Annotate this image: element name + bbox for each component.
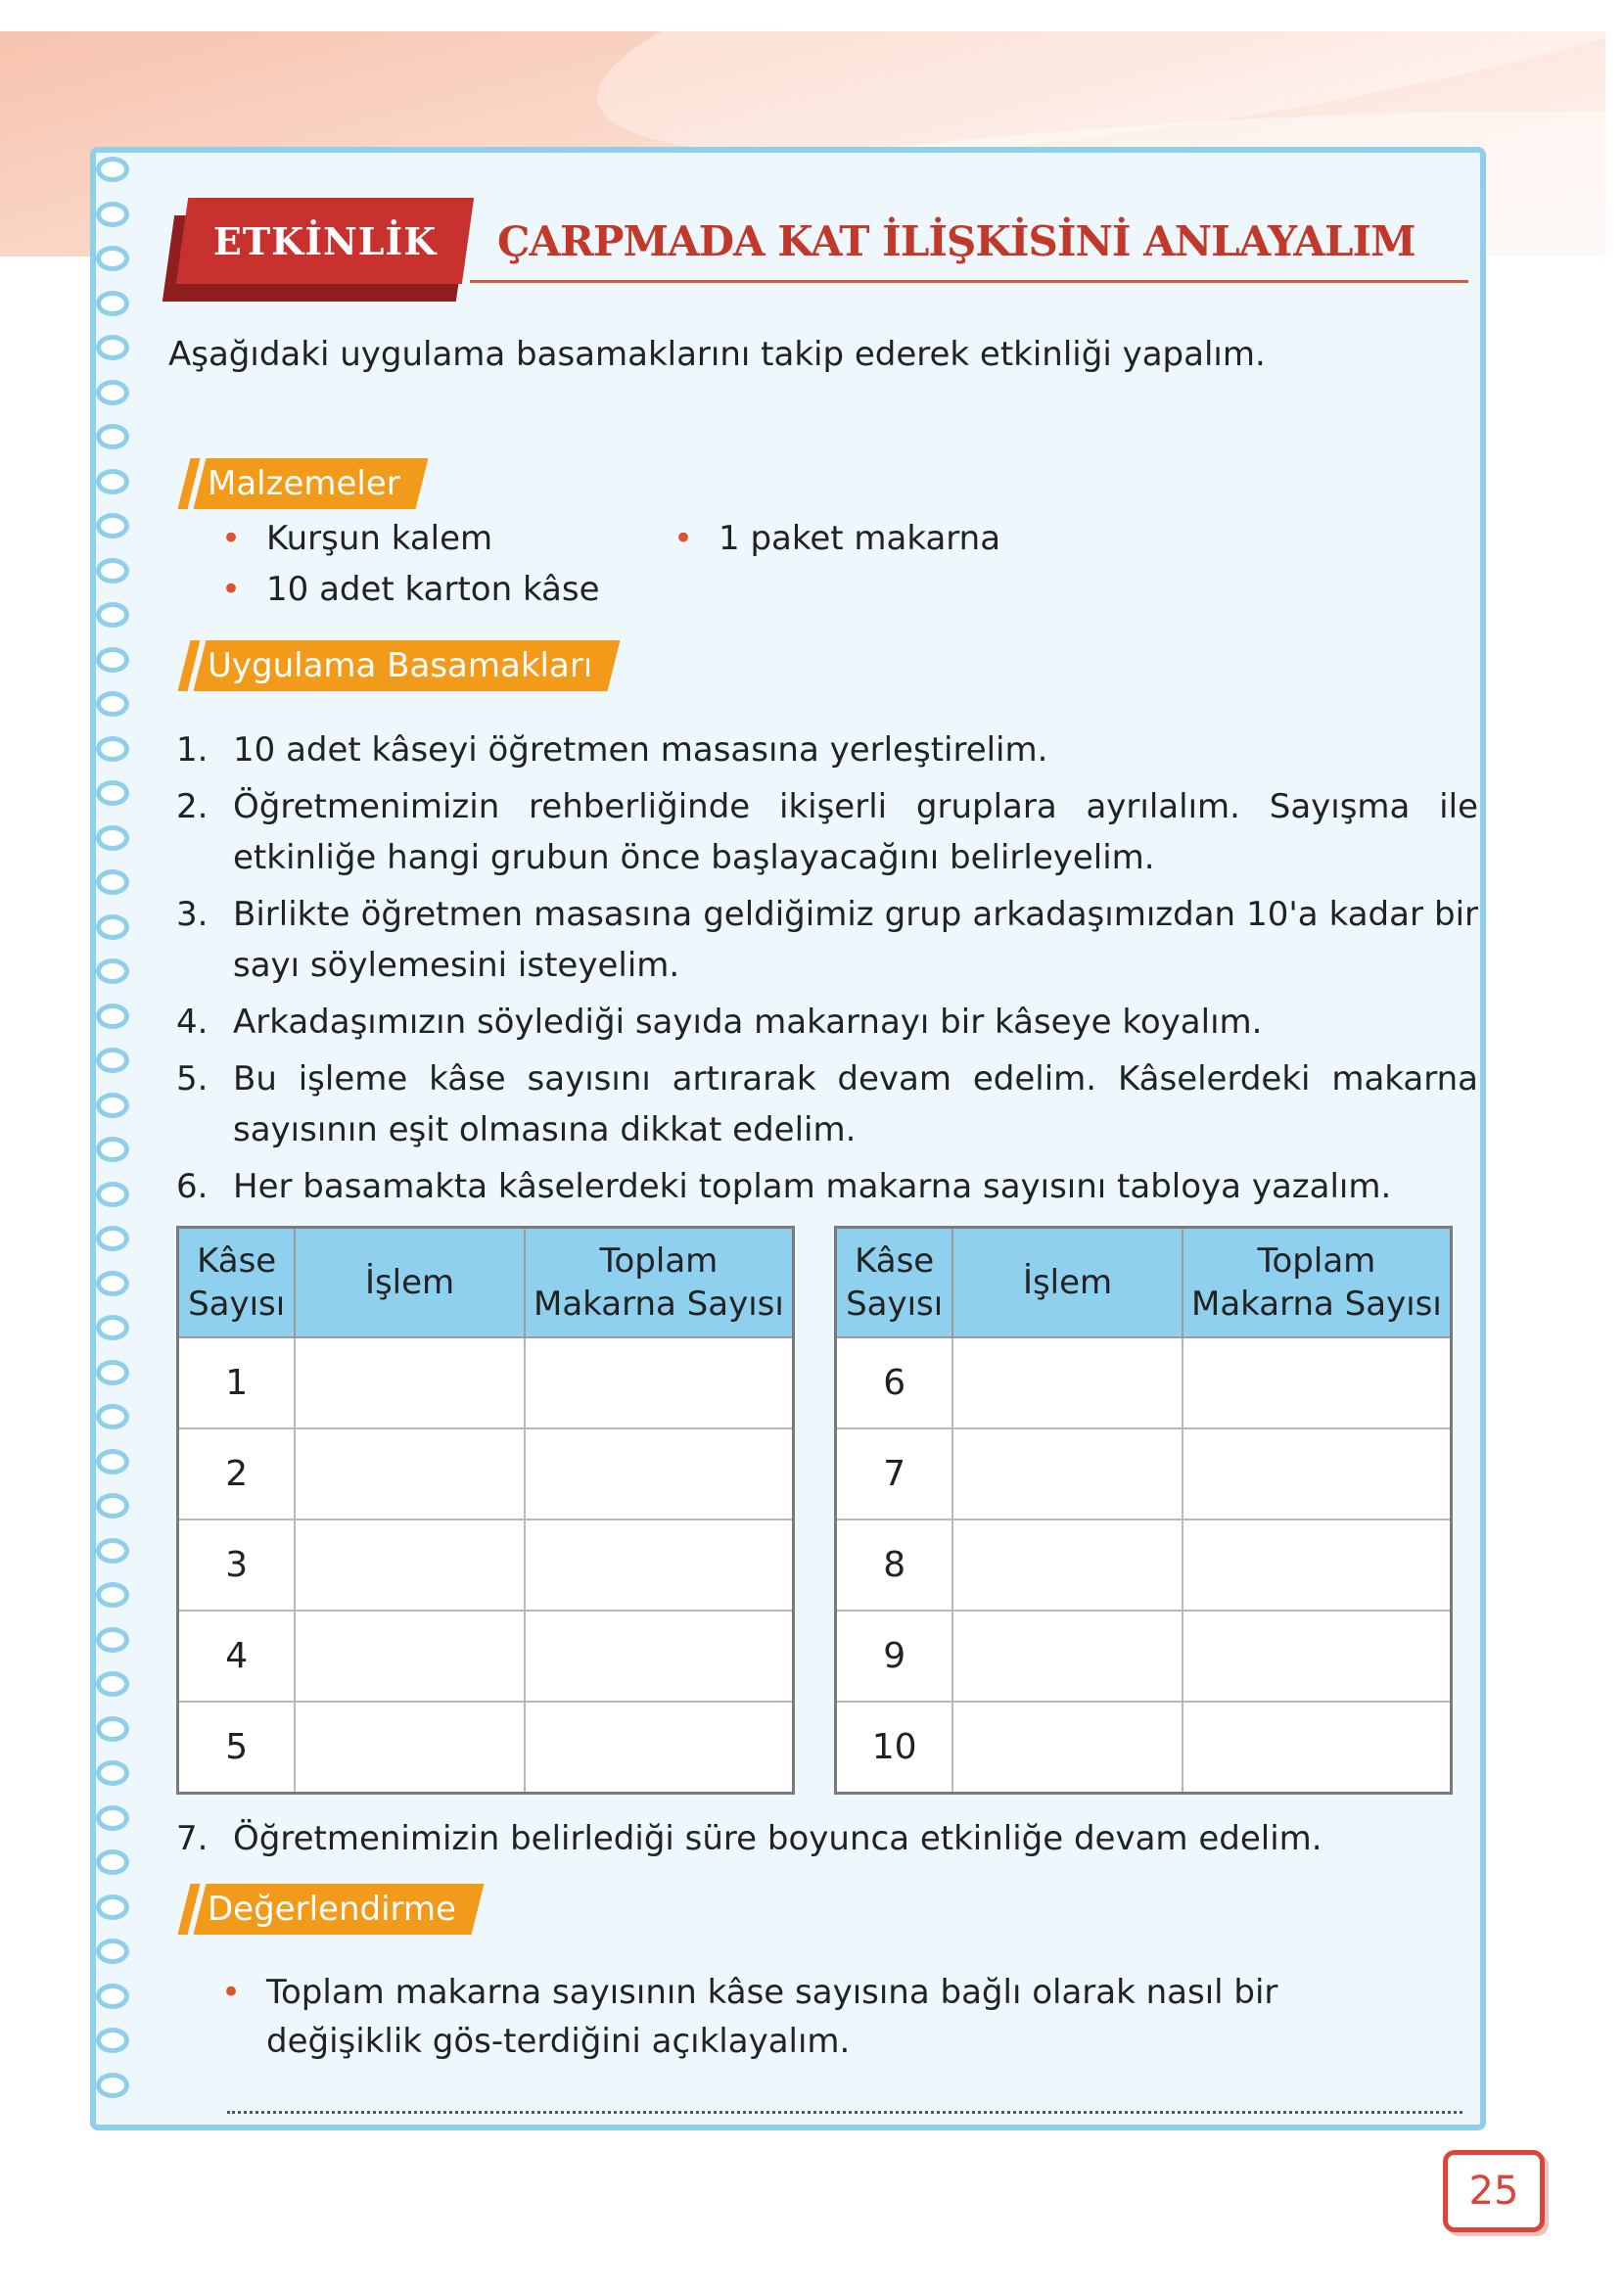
operation-cell[interactable] (952, 1702, 1183, 1794)
total-cell[interactable] (525, 1337, 794, 1428)
step-number: 3. (176, 895, 209, 934)
spiral-ring (96, 157, 129, 182)
bowl-count-cell: 8 (836, 1520, 953, 1611)
bowl-count-cell: 9 (836, 1611, 953, 1702)
spiral-ring (96, 1315, 129, 1340)
table-row (836, 1702, 1452, 1794)
bowl-count-cell: 5 (178, 1702, 296, 1794)
step-number: 5. (176, 1059, 209, 1099)
spiral-ring (96, 1271, 129, 1296)
operation-cell[interactable] (952, 1520, 1183, 1611)
spiral-ring (96, 869, 129, 895)
spiral-ring (96, 469, 129, 494)
spiral-ring (96, 1449, 129, 1474)
list-item (221, 519, 493, 558)
spiral-ring (96, 2028, 129, 2053)
total-cell[interactable] (525, 1520, 794, 1611)
step-item (176, 889, 1478, 991)
header-operation: İşlem (952, 1228, 1183, 1337)
spiral-ring (96, 1805, 129, 1831)
total-cell[interactable] (1183, 1428, 1452, 1520)
table-row (836, 1520, 1452, 1611)
total-cell[interactable] (1183, 1520, 1452, 1611)
spiral-ring (96, 1048, 129, 1073)
list-item (673, 519, 1001, 558)
total-cell[interactable] (525, 1428, 794, 1520)
spiral-ring (96, 246, 129, 271)
step-text: Bu işleme kâse sayısını artırarak devam edelim. Kâselerdeki makarna sayısının eşit olmasına dikkat edelim. (233, 1059, 1478, 1149)
spiral-ring (96, 691, 129, 717)
header-bowl-count: Kâse Sayısı (178, 1228, 296, 1337)
spiral-ring (96, 647, 129, 673)
step-number: 2. (176, 787, 209, 826)
spiral-ring (96, 1226, 129, 1251)
tag-body (194, 1884, 485, 1935)
total-cell[interactable] (1183, 1337, 1452, 1428)
spiral-ring (96, 602, 129, 628)
bullet-icon: • (221, 570, 242, 609)
spiral-ring (96, 825, 129, 851)
bullet-icon: • (221, 519, 242, 558)
table-row (836, 1337, 1452, 1428)
spiral-ring (96, 1493, 129, 1519)
header-bowl-count: Kâse Sayısı (836, 1228, 953, 1337)
operation-cell[interactable] (952, 1428, 1183, 1520)
list-item-text: Kurşun kalem (266, 519, 493, 558)
total-cell[interactable] (525, 1702, 794, 1794)
page-title: ÇARPMADA KAT İLİŞKİSİNİ ANLAYALIM (497, 217, 1415, 265)
spiral-ring (96, 1671, 129, 1697)
spiral-ring (96, 1538, 129, 1564)
spiral-ring (96, 1360, 129, 1385)
step-item (176, 1053, 1478, 1155)
spiral-ring (96, 513, 129, 538)
results-table-right (834, 1226, 1453, 1795)
table-row (178, 1520, 794, 1611)
page-number: 25 (1443, 2150, 1545, 2232)
spiral-ring (96, 1404, 129, 1429)
step-item (176, 1813, 1478, 1864)
step-item (176, 997, 1478, 1048)
step-item (176, 725, 1478, 775)
tag-body (194, 640, 621, 691)
spiral-ring (96, 958, 129, 984)
table-row (178, 1428, 794, 1520)
list-item-text: 10 adet karton kâse (266, 570, 600, 609)
table-row (178, 1611, 794, 1702)
spiral-ring (96, 1582, 129, 1608)
evaluation-item (221, 1968, 1421, 2066)
operation-cell[interactable] (295, 1520, 525, 1611)
operation-cell[interactable] (952, 1337, 1183, 1428)
bowl-count-cell: 4 (178, 1611, 296, 1702)
intro-text: Aşağıdaki uygulama basamaklarını takip ederek etkinliği yapalım. (168, 335, 1266, 374)
table-header-row (836, 1228, 1452, 1337)
total-cell[interactable] (1183, 1702, 1452, 1794)
badge-label: ETKİNLİK (212, 218, 438, 263)
operation-cell[interactable] (295, 1337, 525, 1428)
bowl-count-cell: 6 (836, 1337, 953, 1428)
activity-badge (168, 188, 482, 313)
steps-label: Uygulama Basamakları (208, 646, 593, 685)
bowl-count-cell: 3 (178, 1520, 296, 1611)
tag-body (194, 458, 429, 509)
step-item (176, 781, 1478, 883)
step-text: Arkadaşımızın söylediği sayıda makarnayı bir kâseye koyalım. (233, 1003, 1263, 1042)
operation-cell[interactable] (295, 1702, 525, 1794)
step-text: Öğretmenimizin rehberliğinde ikişerli gruplara ayrılalım. Sayışma ile etkinliğe hangi grubun önce başlayacağını belirleyelim. (233, 787, 1478, 877)
step-text: 10 adet kâseyi öğretmen masasına yerleştirelim. (233, 730, 1048, 770)
spiral-ring (96, 1627, 129, 1653)
bowl-count-cell: 7 (836, 1428, 953, 1520)
evaluation-text: Toplam makarna sayısının kâse sayısına bağlı olarak nasıl bir değişiklik gös-terdiğini açıklayalım. (266, 1973, 1278, 2061)
spiral-ring (96, 202, 129, 227)
spiral-ring (96, 1004, 129, 1029)
header-operation: İşlem (295, 1228, 525, 1337)
step-number: 1. (176, 730, 209, 770)
step-text: Öğretmenimizin belirlediği süre boyunca etkinliğe devam edelim. (233, 1819, 1322, 1858)
spiral-ring (96, 780, 129, 806)
spiral-ring (96, 380, 129, 405)
spiral-ring (96, 335, 129, 360)
list-item (221, 570, 600, 609)
bowl-count-cell: 2 (178, 1428, 296, 1520)
table-row (178, 1337, 794, 1428)
spiral-ring (96, 736, 129, 762)
list-item-text: 1 paket makarna (719, 519, 1001, 558)
total-cell[interactable] (1183, 1611, 1452, 1702)
step-number: 4. (176, 1003, 209, 1042)
spiral-ring (96, 291, 129, 316)
bullet-icon: • (221, 1973, 242, 2012)
spiral-ring (96, 1137, 129, 1162)
badge-main (176, 198, 474, 284)
bowl-count-cell: 10 (836, 1702, 953, 1794)
operation-cell[interactable] (295, 1611, 525, 1702)
step-text: Her basamakta kâselerdeki toplam makarna sayısını tabloya yazalım. (233, 1167, 1392, 1206)
header-total-pasta: Toplam Makarna Sayısı (1183, 1228, 1452, 1337)
answer-line[interactable] (227, 2111, 1462, 2114)
table-row (836, 1428, 1452, 1520)
notebook-spiral (90, 157, 149, 2125)
spiral-ring (96, 1849, 129, 1875)
step-text: Birlikte öğretmen masasına geldiğimiz grup arkadaşımızdan 10'a kadar bir sayı söylemesini isteyelim. (233, 895, 1478, 985)
table-row (836, 1611, 1452, 1702)
bullet-icon: • (673, 519, 694, 558)
results-table-left (176, 1226, 795, 1795)
step-number: 7. (176, 1819, 209, 1858)
table-row (178, 1702, 794, 1794)
spiral-ring (96, 1716, 129, 1742)
spiral-ring (96, 914, 129, 940)
evaluation-label: Değerlendirme (208, 1890, 456, 1929)
spiral-ring (96, 1182, 129, 1207)
spiral-ring (96, 424, 129, 449)
header-total-pasta: Toplam Makarna Sayısı (525, 1228, 794, 1337)
bowl-count-cell: 1 (178, 1337, 296, 1428)
spiral-ring (96, 1760, 129, 1786)
step-item (176, 1161, 1478, 1212)
operation-cell[interactable] (295, 1428, 525, 1520)
table-header-row (178, 1228, 794, 1337)
title-underline (470, 280, 1468, 283)
materials-label: Malzemeler (208, 464, 400, 503)
operation-cell[interactable] (952, 1611, 1183, 1702)
spiral-ring (96, 2073, 129, 2098)
spiral-ring (96, 558, 129, 584)
spiral-ring (96, 1984, 129, 2009)
total-cell[interactable] (525, 1611, 794, 1702)
step-number: 6. (176, 1167, 209, 1206)
spiral-ring (96, 1939, 129, 1964)
spiral-ring (96, 1093, 129, 1118)
spiral-ring (96, 1894, 129, 1920)
